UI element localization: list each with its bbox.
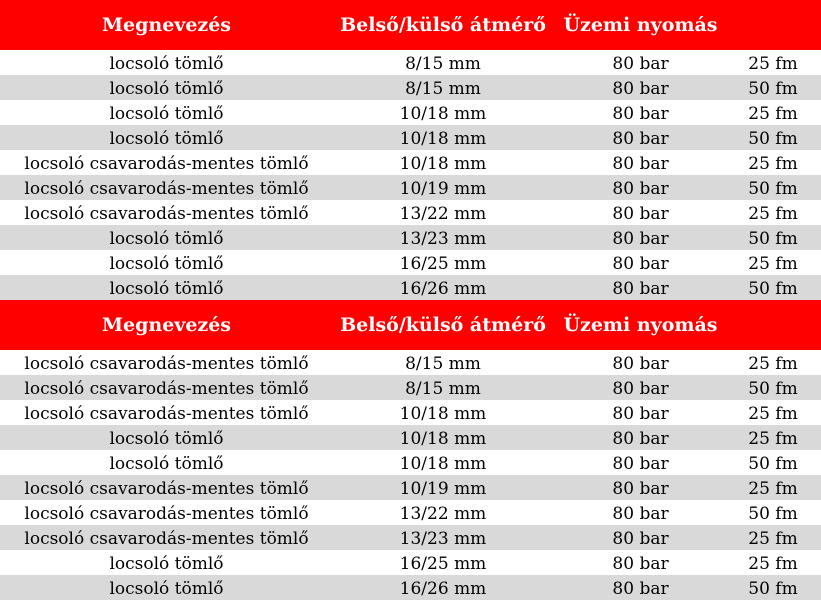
cell-length: 25 fm [748, 104, 798, 124]
table-row [0, 450, 821, 475]
table-row [0, 500, 821, 525]
cell-diameter: 8/15 mm [405, 54, 481, 74]
table-row [0, 125, 821, 150]
table-row [0, 75, 821, 100]
cell-length: 25 fm [748, 154, 798, 174]
cell-pressure: 80 bar [612, 154, 669, 174]
cell-diameter: 10/18 mm [399, 154, 487, 174]
cell-pressure: 80 bar [612, 404, 669, 424]
cell-diameter: 10/19 mm [399, 179, 487, 199]
header-pressure: Üzemi nyomás [563, 14, 718, 36]
cell-diameter: 16/25 mm [399, 254, 487, 274]
cell-name: locsoló tömlő [109, 429, 224, 449]
table-row [0, 550, 821, 575]
table-row [0, 150, 821, 175]
cell-name: locsoló tömlő [109, 229, 224, 249]
cell-name: locsoló tömlő [109, 554, 224, 574]
cell-length: 50 fm [748, 179, 798, 199]
cell-pressure: 80 bar [612, 454, 669, 474]
table-row [0, 175, 821, 200]
cell-name: locsoló tömlő [109, 104, 224, 124]
cell-name: locsoló tömlő [109, 129, 224, 149]
table-row [0, 50, 821, 75]
cell-length: 25 fm [748, 429, 798, 449]
cell-diameter: 13/22 mm [399, 504, 487, 524]
header-diameter: Belső/külső átmérő [340, 14, 546, 36]
product-table-1 [0, 0, 821, 300]
table-row [0, 250, 821, 275]
cell-name: locsoló tömlő [109, 279, 224, 299]
cell-pressure: 80 bar [612, 204, 669, 224]
table-row [0, 400, 821, 425]
cell-name: locsoló tömlő [109, 579, 224, 599]
cell-name: locsoló csavarodás-mentes tömlő [24, 154, 309, 174]
table-row [0, 100, 821, 125]
cell-name: locsoló csavarodás-mentes tömlő [24, 379, 309, 399]
cell-name: locsoló tömlő [109, 454, 224, 474]
cell-length: 50 fm [748, 129, 798, 149]
cell-pressure: 80 bar [612, 379, 669, 399]
cell-diameter: 10/18 mm [399, 129, 487, 149]
cell-pressure: 80 bar [612, 79, 669, 99]
cell-name: locsoló tömlő [109, 54, 224, 74]
cell-length: 25 fm [748, 204, 798, 224]
cell-name: locsoló csavarodás-mentes tömlő [24, 204, 309, 224]
cell-pressure: 80 bar [612, 104, 669, 124]
table-row [0, 200, 821, 225]
table-row [0, 425, 821, 450]
cell-diameter: 8/15 mm [405, 79, 481, 99]
cell-length: 25 fm [748, 554, 798, 574]
cell-name: locsoló tömlő [109, 79, 224, 99]
cell-diameter: 10/18 mm [399, 454, 487, 474]
table-header [0, 300, 821, 350]
cell-pressure: 80 bar [612, 129, 669, 149]
cell-name: locsoló csavarodás-mentes tömlő [24, 354, 309, 374]
cell-diameter: 10/18 mm [399, 404, 487, 424]
table-row [0, 375, 821, 400]
header-diameter: Belső/külső átmérő [340, 314, 546, 336]
table-header [0, 0, 821, 50]
header-pressure: Üzemi nyomás [563, 314, 718, 336]
cell-length: 50 fm [748, 379, 798, 399]
cell-length: 50 fm [748, 454, 798, 474]
cell-pressure: 80 bar [612, 504, 669, 524]
cell-diameter: 13/22 mm [399, 204, 487, 224]
cell-pressure: 80 bar [612, 529, 669, 549]
header-name: Megnevezés [101, 314, 231, 336]
cell-length: 25 fm [748, 404, 798, 424]
cell-diameter: 13/23 mm [399, 229, 487, 249]
cell-length: 50 fm [748, 229, 798, 249]
cell-length: 25 fm [748, 354, 798, 374]
table-body [0, 50, 821, 300]
cell-pressure: 80 bar [612, 229, 669, 249]
cell-pressure: 80 bar [612, 179, 669, 199]
cell-name: locsoló csavarodás-mentes tömlő [24, 179, 309, 199]
cell-pressure: 80 bar [612, 279, 669, 299]
cell-length: 50 fm [748, 504, 798, 524]
cell-pressure: 80 bar [612, 554, 669, 574]
table-body [0, 350, 821, 600]
cell-diameter: 10/18 mm [399, 429, 487, 449]
table-row [0, 525, 821, 550]
cell-diameter: 16/25 mm [399, 554, 487, 574]
cell-diameter: 8/15 mm [405, 354, 481, 374]
cell-pressure: 80 bar [612, 579, 669, 599]
cell-length: 25 fm [748, 529, 798, 549]
cell-pressure: 80 bar [612, 479, 669, 499]
table-row [0, 350, 821, 375]
cell-diameter: 10/18 mm [399, 104, 487, 124]
cell-diameter: 16/26 mm [399, 279, 487, 299]
cell-name: locsoló csavarodás-mentes tömlő [24, 504, 309, 524]
cell-length: 25 fm [748, 54, 798, 74]
cell-diameter: 8/15 mm [405, 379, 481, 399]
table-row [0, 225, 821, 250]
cell-name: locsoló csavarodás-mentes tömlő [24, 404, 309, 424]
cell-pressure: 80 bar [612, 354, 669, 374]
cell-length: 50 fm [748, 579, 798, 599]
cell-length: 50 fm [748, 279, 798, 299]
cell-name: locsoló csavarodás-mentes tömlő [24, 479, 309, 499]
header-name: Megnevezés [101, 14, 231, 36]
product-table-2 [0, 300, 821, 600]
cell-pressure: 80 bar [612, 254, 669, 274]
cell-length: 25 fm [748, 479, 798, 499]
cell-diameter: 13/23 mm [399, 529, 487, 549]
cell-pressure: 80 bar [612, 54, 669, 74]
cell-name: locsoló tömlő [109, 254, 224, 274]
cell-diameter: 10/19 mm [399, 479, 487, 499]
table-row [0, 275, 821, 300]
table-row [0, 575, 821, 600]
cell-name: locsoló csavarodás-mentes tömlő [24, 529, 309, 549]
cell-length: 50 fm [748, 79, 798, 99]
table-row [0, 475, 821, 500]
cell-pressure: 80 bar [612, 429, 669, 449]
cell-diameter: 16/26 mm [399, 579, 487, 599]
cell-length: 25 fm [748, 254, 798, 274]
